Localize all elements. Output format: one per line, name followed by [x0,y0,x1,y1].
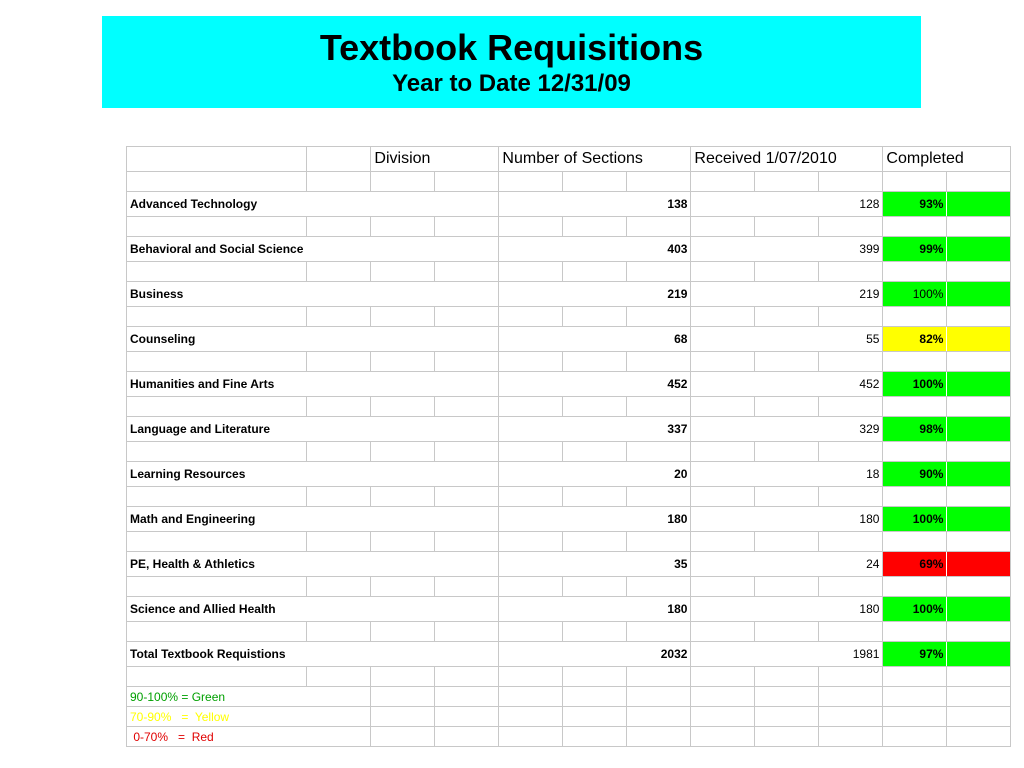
table-row [127,552,1011,577]
received-value: 329 [819,417,883,442]
spacer-row [127,172,1011,192]
table-row [127,597,1011,622]
completed-value: 97% [883,642,947,667]
spacer-row [127,352,1011,372]
title-banner [102,16,921,108]
completed-value: 100% [883,507,947,532]
completed-value: 100% [883,372,947,397]
legend-yellow: 70-90% = Yellow [127,707,307,727]
completed-value: 90% [883,462,947,487]
division-name: Advanced Technology [127,192,307,217]
division-name: Learning Resources [127,462,307,487]
received-value: 55 [819,327,883,352]
division-name: Counseling [127,327,307,352]
table-row [127,192,1011,217]
spacer-row [127,577,1011,597]
received-value: 399 [819,237,883,262]
page-subtitle: Year to Date 12/31/09 [392,70,631,97]
spacer-row [127,217,1011,237]
completed-value: 100% [883,597,947,622]
sections-value: 68 [627,327,691,352]
spacer-row [127,667,1011,687]
legend-row [127,687,1011,707]
spacer-row [127,262,1011,282]
spacer-row [127,442,1011,462]
sections-value: 337 [627,417,691,442]
completed-value: 100% [883,282,947,307]
header-division: Division [371,147,499,172]
division-name: Science and Allied Health [127,597,307,622]
division-name: Humanities and Fine Arts [127,372,307,397]
spacer-row [127,487,1011,507]
received-value: 18 [819,462,883,487]
spacer-row [127,397,1011,417]
requisitions-table [126,146,1011,747]
sections-value: 180 [627,597,691,622]
table-row [127,237,1011,262]
division-name: Math and Engineering [127,507,307,532]
legend-row [127,707,1011,727]
sections-value: 2032 [627,642,691,667]
sections-value: 403 [627,237,691,262]
sections-value: 35 [627,552,691,577]
received-value: 180 [819,597,883,622]
completed-value: 82% [883,327,947,352]
completed-value: 93% [883,192,947,217]
received-value: 24 [819,552,883,577]
division-name: PE, Health & Athletics [127,552,307,577]
completed-value: 69% [883,552,947,577]
legend-green: 90-100% = Green [127,687,307,707]
legend-red: 0-70% = Red [127,727,307,747]
spacer-row [127,622,1011,642]
header-completed: Completed [883,147,1011,172]
completed-value: 98% [883,417,947,442]
received-value: 180 [819,507,883,532]
header-row [127,147,1011,172]
sections-value: 138 [627,192,691,217]
sections-value: 452 [627,372,691,397]
spacer-row [127,307,1011,327]
header-sections: Number of Sections [499,147,691,172]
received-value: 1981 [819,642,883,667]
sections-value: 219 [627,282,691,307]
table-row [127,417,1011,442]
page-title: Textbook Requisitions [319,27,704,68]
table-row [127,327,1011,352]
table-row [127,282,1011,307]
completed-value: 99% [883,237,947,262]
table-row [127,507,1011,532]
legend-row [127,727,1011,747]
table-row [127,462,1011,487]
sections-value: 180 [627,507,691,532]
table-row [127,372,1011,397]
received-value: 128 [819,192,883,217]
table-row [127,642,1011,667]
division-name: Business [127,282,307,307]
received-value: 452 [819,372,883,397]
division-name: Behavioral and Social Science [127,237,307,262]
spacer-row [127,532,1011,552]
received-value: 219 [819,282,883,307]
division-name: Language and Literature [127,417,307,442]
header-received: Received 1/07/2010 [691,147,883,172]
sections-value: 20 [627,462,691,487]
division-name: Total Textbook Requistions [127,642,307,667]
